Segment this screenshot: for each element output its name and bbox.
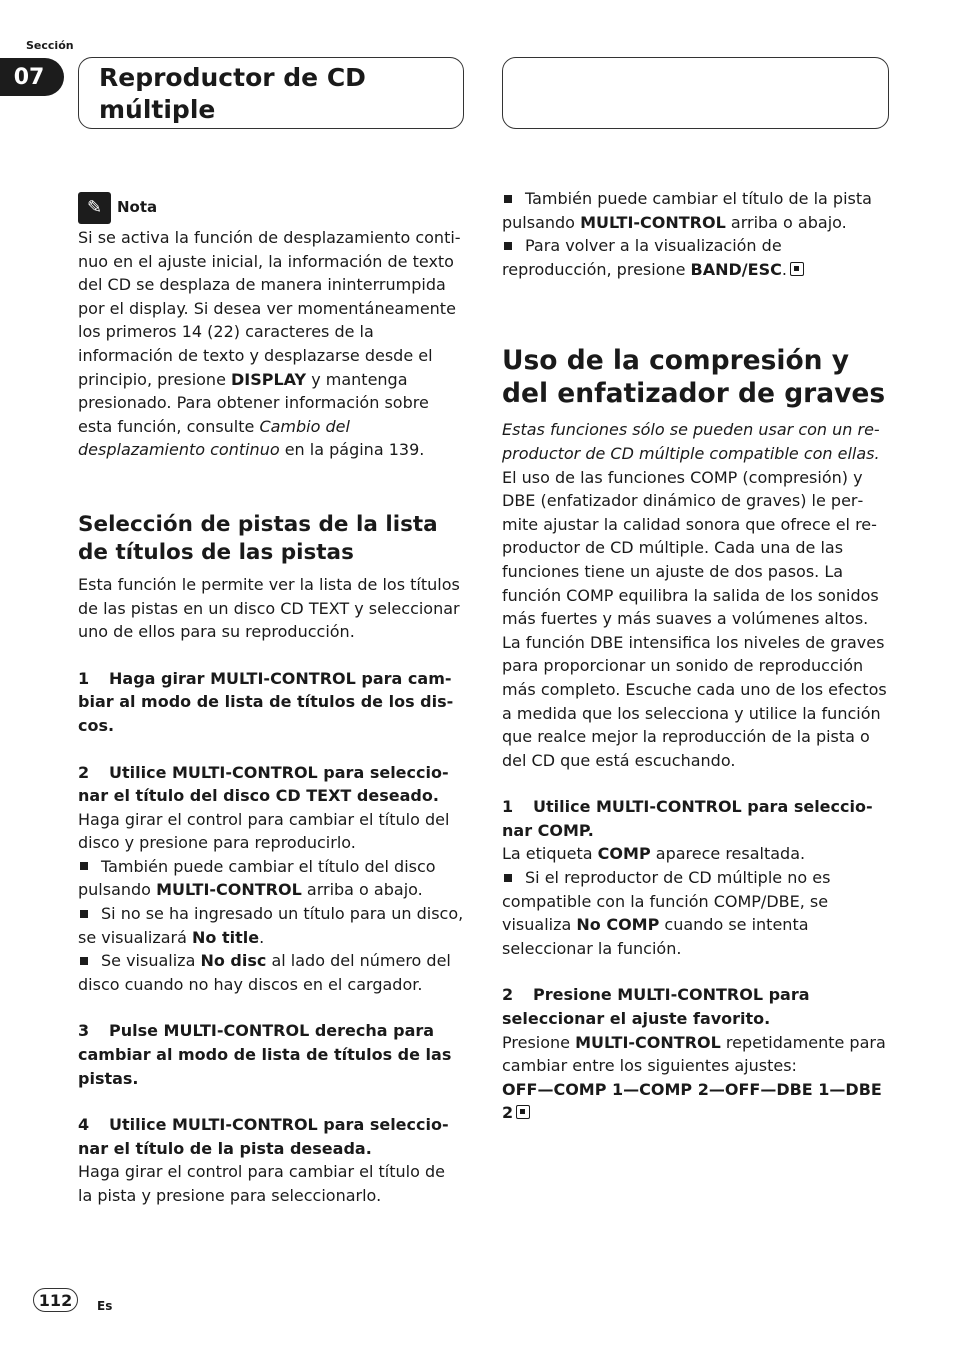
section-intro: Esta función le permite ver la lista de los títulos de las pistas en un disco CD TEXT y seleccionar uno de ellos para su reproducción. [78, 574, 460, 642]
chapter-title-box [78, 57, 464, 129]
step-4: 4 Utilice MULTI-CONTROL para seleccionar el título de la pista deseada. [78, 1115, 449, 1158]
track-title-bullet-1: También puede cambiar el título de la pista pulsando MULTI-CONTROL arriba o abajo. [502, 189, 872, 232]
end-mark-icon [790, 262, 804, 276]
comp-step-2: 2 Presione MULTI-CONTROL para seleccionar el ajuste favorito. [502, 985, 810, 1029]
section-number-badge: 07 [0, 58, 64, 96]
right-column [502, 187, 888, 1125]
bullet-square-icon [504, 195, 512, 203]
step-3: 3 Pulse MULTI-CONTROL derecha para cambiar al modo de lista de títulos de las pistas. [78, 1021, 452, 1088]
track-title-bullet-2: Para volver a la visualización de reproducción, presione BAND/ESC. [502, 234, 888, 281]
compatibility-note: Estas funciones sólo se pueden usar con un reproductor de CD múltiple compatible con ellas. [502, 420, 880, 463]
step-2-bullet-1: También puede cambiar el título del disco pulsando MULTI-CONTROL arriba o abajo. [78, 856, 436, 900]
bullet-square-icon [80, 910, 88, 918]
note-heading [78, 192, 464, 224]
language-code: Es [97, 1299, 113, 1313]
note-label: Nota [117, 198, 158, 217]
step-2-bullet-3: Se visualiza No disc al lado del número del disco cuando no hay discos en el cargador. [78, 951, 451, 994]
section-title-comp-dbe: Uso de la compresión y del enfatizador de graves [502, 345, 886, 409]
bullet-square-icon [80, 862, 88, 870]
bullet-square-icon [80, 957, 88, 965]
page-number: 112 [33, 1288, 78, 1312]
comp-step-2-body: Presione MULTI-CONTROL repetidamente para cambiar entre los siguientes ajustes: [502, 1032, 886, 1076]
section-label: Sección [26, 39, 74, 52]
pencil-icon: ✎ [78, 192, 111, 224]
bullet-square-icon [504, 242, 512, 250]
left-column [78, 192, 464, 1208]
end-mark-icon [516, 1105, 530, 1119]
step-2-body: Haga girar el control para cambiar el título del disco y presione para reproducirlo. [78, 809, 450, 853]
bullet-square-icon [504, 874, 512, 882]
step-2-bullet-2: Si no se ha ingresado un título para un disco, se visualizará No title. [78, 904, 464, 947]
step-2: 2 Utilice MULTI-CONTROL para seleccionar el título del disco CD TEXT deseado. [78, 762, 449, 806]
note-text: Si se activa la función de desplazamiento continuo en el ajuste inicial, la información de texto del CD se desplaza de manera ininterrumpida por el display. Si desea ver momentáneamente los primeros 14 (22) caracteres de la información de texto y desplazarse desde el principio, presione DISPLAY y mantenga presionado. Para obtener información sobre esta función, consulte Cambio del desplazamiento continuo en la página 139. [78, 228, 461, 460]
comp-step-1-body: La etiqueta COMP aparece resaltada. [502, 844, 806, 864]
comp-step-1: 1 Utilice MULTI-CONTROL para seleccionar COMP. [502, 797, 873, 840]
empty-header-box [502, 57, 889, 129]
comp-dbe-intro: El uso de las funciones COMP (compresión) y DBE (enfatizador dinámico de graves) le permite ajustar la calidad sonora que ofrece el reproductor de CD múltiple. Cada una de las funciones tiene un ajuste de dos pasos. La función COMP equilibra la salida de los sonidos más fuertes y más suaves a volúmenes altos. La función DBE intensifica los niveles de graves para proporcionar un sonido de reproducción más completo. Escuche cada uno de los efectos a medida que los selecciona y utilice la función que realce mejor la reproducción de la pista o del CD que está escuchando. [502, 467, 887, 770]
step-4-body: Haga girar el control para cambiar el título de la pista y presione para seleccionarlo. [78, 1162, 445, 1205]
comp-step-1-bullet: Si el reproductor de CD múltiple no es compatible con la función COMP/DBE, se visualiza No COMP cuando se intenta seleccionar la función. [502, 868, 831, 958]
chapter-title: Reproductor de CD múltiple [99, 63, 366, 124]
settings-sequence: OFF—COMP 1—COMP 2—OFF—DBE 1—DBE 2 [502, 1079, 882, 1123]
step-1: 1 Haga girar MULTI-CONTROL para cambiar al modo de lista de títulos de los discos. [78, 668, 454, 735]
section-title-track-list: Selección de pistas de la lista de títulos de las pistas [78, 511, 438, 565]
